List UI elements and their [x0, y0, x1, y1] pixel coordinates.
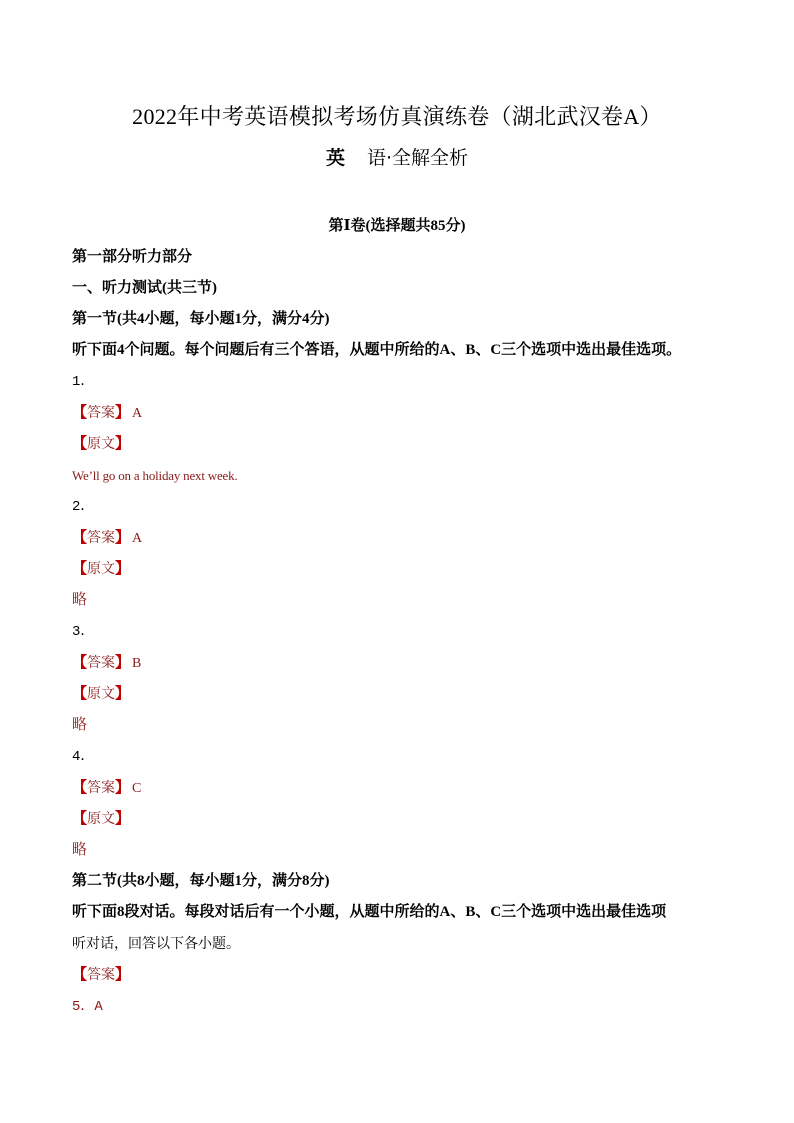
bracket-open: 【	[72, 780, 88, 796]
bracket-close: 】	[115, 530, 131, 546]
transcript-label: 原文	[87, 686, 116, 702]
bracket-close: 】	[115, 436, 131, 452]
transcript-label: 原文	[87, 811, 116, 827]
bracket-open: 【	[72, 561, 88, 577]
document-title: 2022年中考英语模拟考场仿真演练卷（湖北武汉卷A）	[132, 104, 662, 129]
transcript-label-row	[72, 684, 130, 704]
section2-answer-label-row	[72, 965, 130, 985]
bracket-close: 】	[115, 780, 131, 796]
part1-subheading: 一、听力测试(共三节)	[72, 280, 217, 296]
bracket-close: 】	[115, 811, 131, 827]
bracket-open: 【	[72, 530, 88, 546]
section2-heading: 第二节(共8小题，每小题1分，满分8分)	[72, 873, 330, 889]
bracket-close: 】	[115, 967, 131, 983]
transcript-label: 原文	[87, 561, 116, 577]
bracket-open: 【	[72, 686, 88, 702]
question-number: 2．	[72, 499, 95, 515]
question-number: 4．	[72, 749, 95, 765]
subtitle-subject: 英	[325, 147, 345, 169]
question-number: 3．	[72, 624, 95, 640]
answer-value: A	[132, 531, 143, 546]
answer-value: B	[132, 656, 142, 671]
transcript-text: 略	[72, 592, 88, 608]
transcript-label-row	[72, 809, 130, 829]
transcript-label-row	[72, 559, 130, 579]
bracket-open: 【	[72, 655, 88, 671]
transcript-text: We’ll go on a holiday next week.	[72, 468, 238, 483]
transcript-text: 略	[72, 717, 88, 733]
bracket-close: 】	[115, 655, 131, 671]
volume-heading: 第Ⅰ卷(选择题共85分)	[328, 218, 466, 234]
bracket-close: 】	[115, 561, 131, 577]
part1-heading: 第一部分听力部分	[72, 249, 193, 265]
section2-first-answer: 5．A	[72, 999, 103, 1015]
section2-prompt: 听对话，回答以下各小题。	[72, 936, 240, 952]
bracket-open: 【	[72, 436, 88, 452]
transcript-label: 原文	[87, 436, 116, 452]
bracket-close: 】	[115, 686, 131, 702]
answer-label: 答案	[87, 967, 116, 983]
transcript-label-row	[72, 434, 130, 454]
answer-row	[72, 653, 141, 674]
answer-label: 答案	[87, 405, 116, 421]
answer-value: A	[132, 406, 143, 421]
answer-row	[72, 778, 141, 799]
section1-heading: 第一节(共4小题，每小题1分，满分4分)	[72, 311, 330, 327]
bracket-open: 【	[72, 405, 88, 421]
answer-label: 答案	[87, 780, 116, 796]
bracket-open: 【	[72, 967, 88, 983]
answer-row	[72, 403, 142, 424]
bracket-close: 】	[115, 405, 131, 421]
answer-label: 答案	[87, 530, 116, 546]
bracket-open: 【	[72, 811, 88, 827]
question-number: 1．	[72, 374, 95, 390]
subtitle-rest: 语·全解全析	[366, 147, 469, 169]
answer-label: 答案	[87, 655, 116, 671]
transcript-text: 略	[72, 842, 88, 858]
answer-row	[72, 528, 142, 549]
answer-value: C	[132, 781, 142, 796]
section2-instruction: 听下面8段对话。每段对话后有一个小题，从题中所给的A、B、C三个选项中选出最佳选项	[72, 904, 667, 920]
section1-instruction: 听下面4个问题。每个问题后有三个答语，从题中所给的A、B、C三个选项中选出最佳选项。	[72, 342, 682, 358]
document-subtitle	[0, 145, 794, 171]
